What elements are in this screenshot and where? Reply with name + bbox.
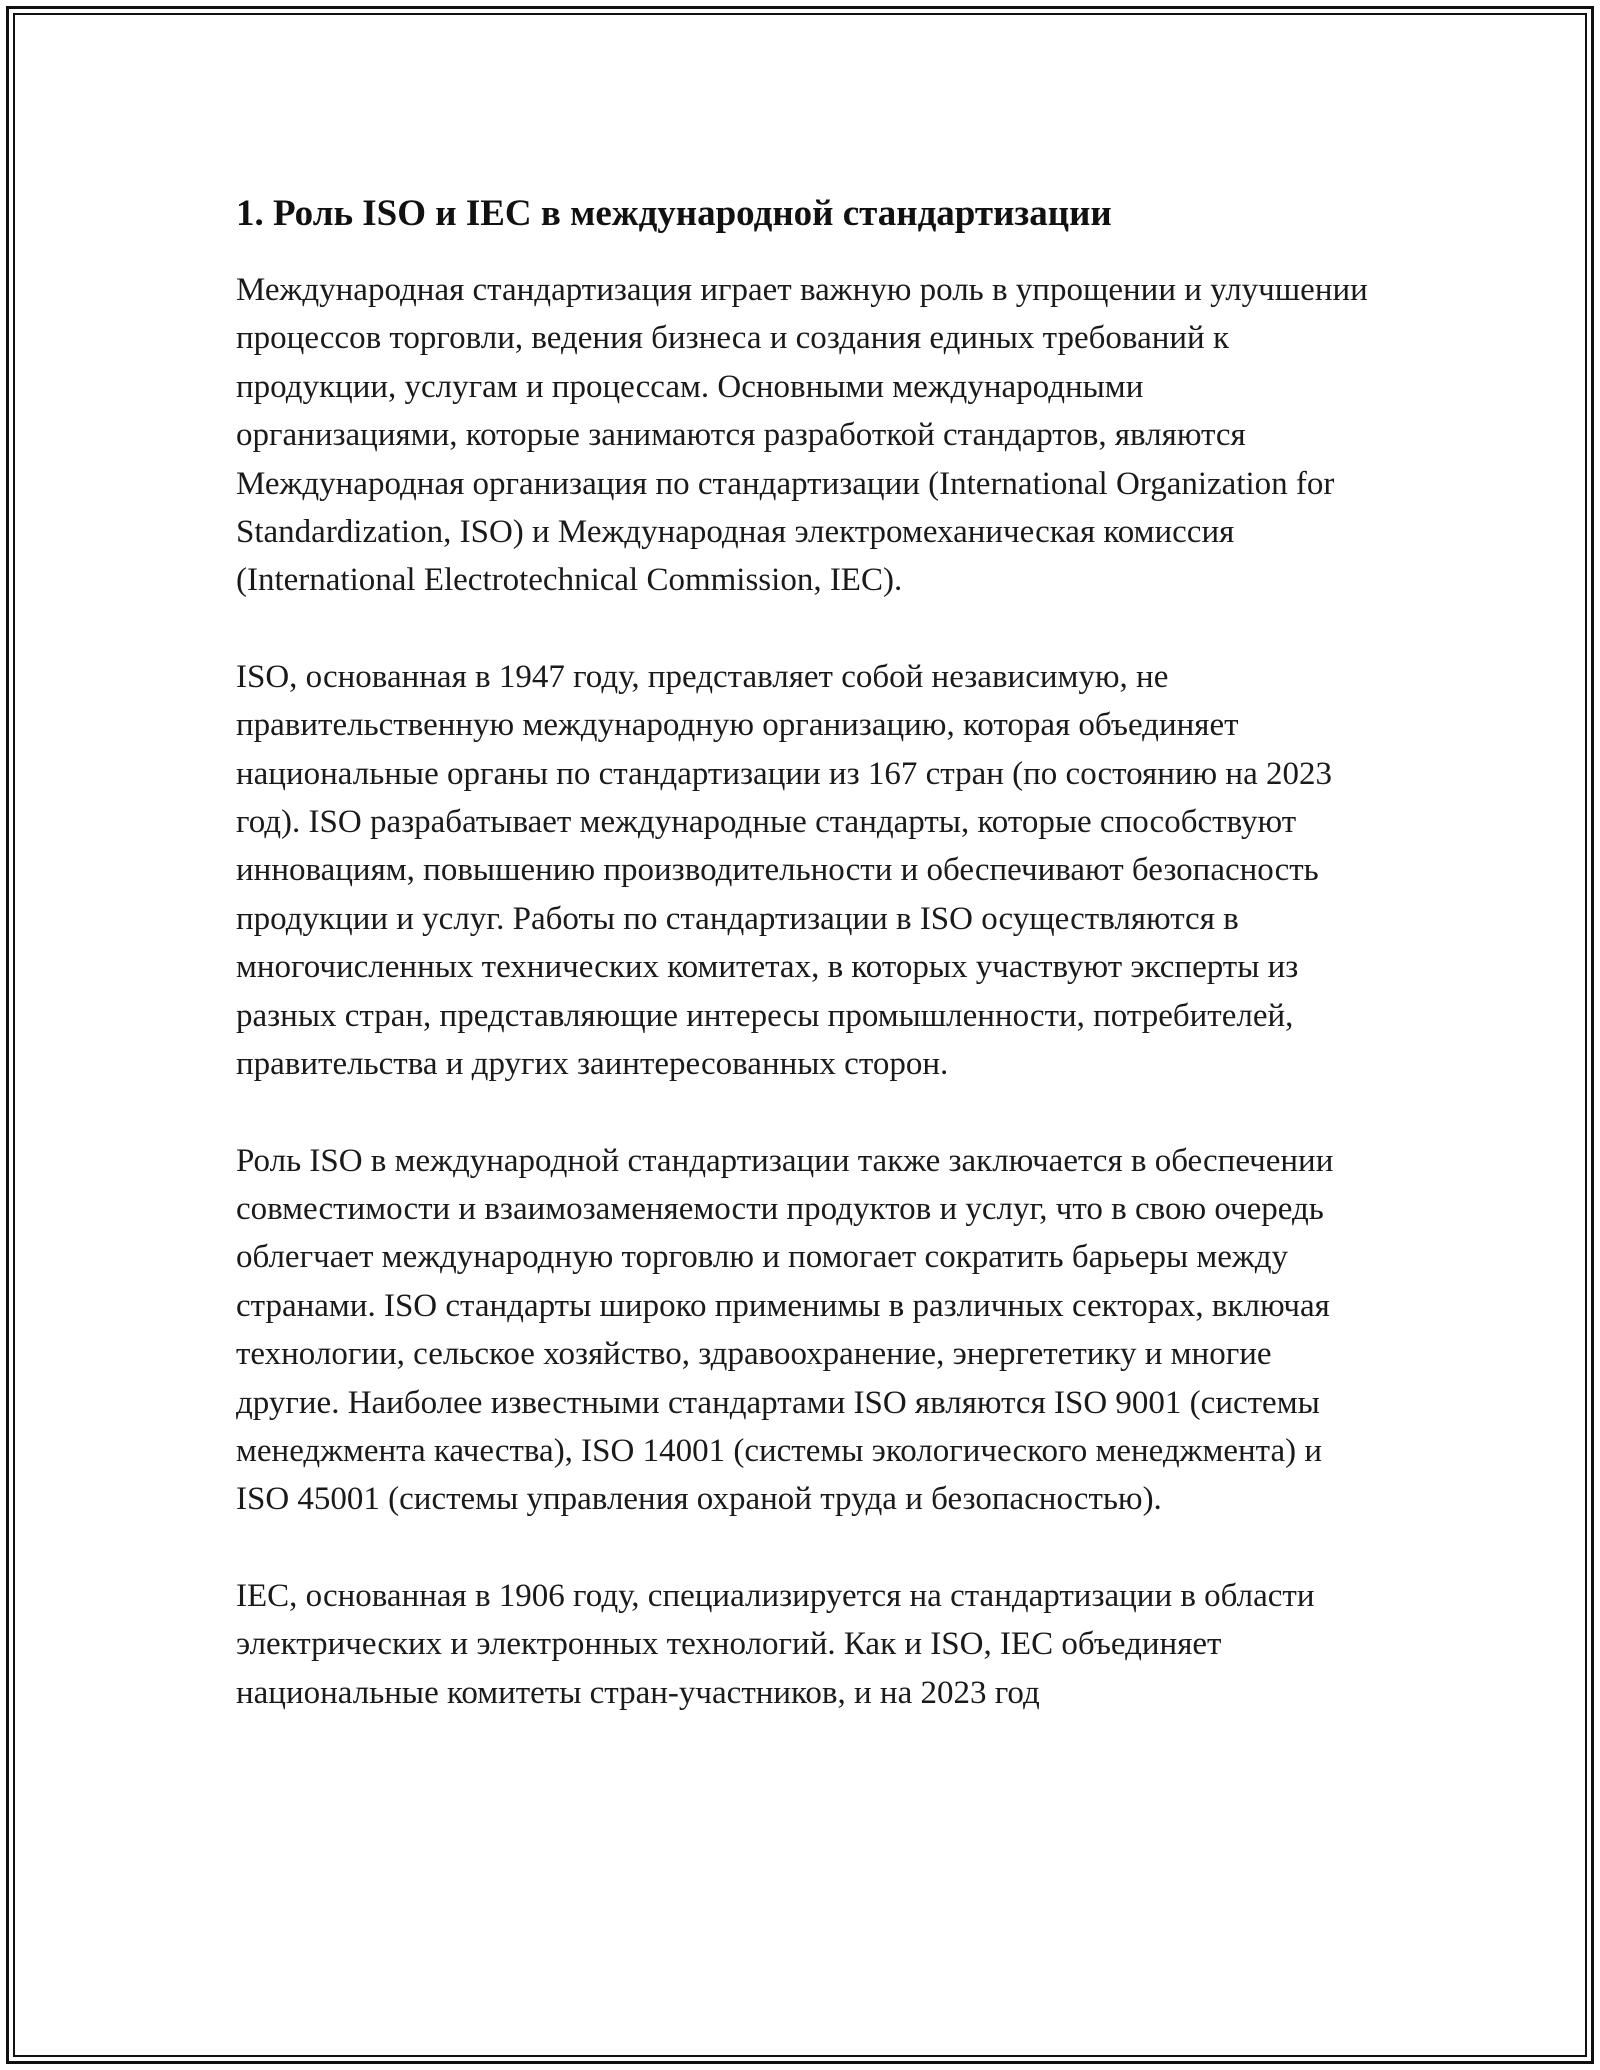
paragraph-iec-overview: IEC, основанная в 1906 году, специализируется на стандартизации в области электрических и электронных технологий. Как и ISO, IEC объединяет национальные комитеты стран-участников, и на 2023 год: [236, 1577, 1315, 1711]
paragraph-iso-overview: ISO, основанная в 1947 году, представляет собой независимую, не правительственную международную организацию, которая объединяет национальные органы по стандартизации из 167 стран (по состоянию на 2023 год). ISO разрабатывает международные стандарты, которые способствуют инновациям, повышению производительности и обеспечивают безопасность продукции и услуг. Работы по стандартизации в ISO осуществляются в многочисленных технических комитетах, в которых участвуют эксперты из разных стран, представляющие интересы промышленности, потребителей, правительства и других заинтересованных сторон.: [236, 658, 1332, 1083]
section-heading: 1. Роль ISO и IEC в международной стандартизации: [236, 193, 1112, 234]
paragraph-intro: Международная стандартизация играет важную роль в упрощении и улучшении процессов торговли, ведения бизнеса и создания единых требований к продукции, услугам и процессам. Основными международными организациями, которые занимаются разработкой стандартов, являются Международная организация по стандартизации (International Organization for Standardization, ISO) и Международная электромеханическая комиссия (International Electrotechnical Commission, IEC).: [236, 272, 1368, 599]
document-body: [236, 190, 1370, 1717]
paragraph-iso-role: Роль ISO в международной стандартизации также заключается в обеспечении совместимости и взаимозаменяемости продуктов и услуг, что в свою очередь облегчает международную торговлю и помогает сократить барьеры между странами. ISO стандарты широко применимы в различных секторах, включая технологии, сельское хозяйство, здравоохранение, энергететику и многие другие. Наиболее известными стандартами ISO являются ISO 9001 (системы менеджмента качества), ISO 14001 (системы экологического менеджмента) и ISO 45001 (системы управления охраной труда и безопасностью).: [236, 1142, 1334, 1518]
